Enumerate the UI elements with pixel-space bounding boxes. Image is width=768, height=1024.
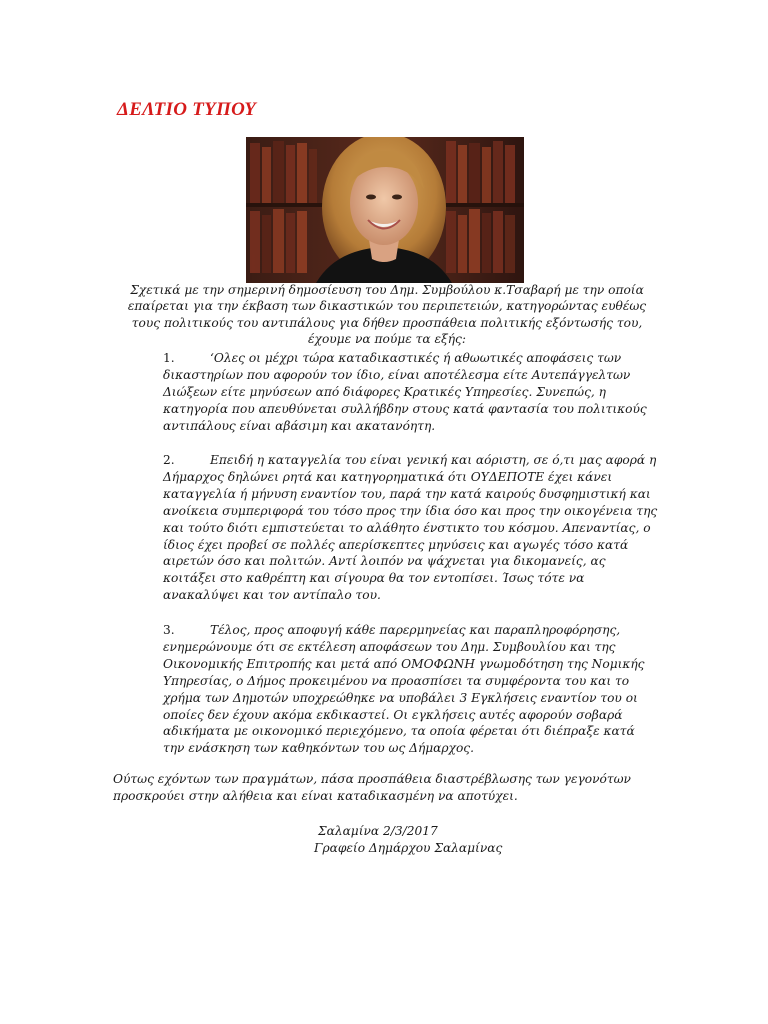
list-item-text: Επειδή η καταγγελία του είναι γενική και αόριστη, σε ό,τι μας αφορά η Δήμαρχος δηλώνει ρητά και κατηγορηματικά ότι ΟΥΔΕΠΟΤΕ έχει κάνει καταγγελία ή μήνυση εναντίον του, παρά την κατά καιρούς δυσφημιστική και ανοίκεια συμπεριφορά του τόσο προς την ίδια όσο και προς την οικογένεια της και τούτο διότι εμπιστεύεται το αλάθητο ένστικτο του κόσμου. Απεναντίας, ο ίδιος έχει προβεί σε πολλές απερίσκεπτες μηνύσεις και αγωγές τόσο κατά αιρετών όσο και πολιτών. Αντί λοιπόν να ψάχνεται για δικομανείς, ας κοιτάξει στο καθρέπτη και σίγουρα θα τον εντοπίσει. Ίσως τότε να ανακαλύψει και τον αντίπαλο του. bbox=[163, 453, 658, 603]
closing-paragraph: Ούτως εχόντων των πραγμάτων, πάσα προσπάθεια διαστρέβλωσης των γεγονότων προσκρούει στην αλήθεια και είναι καταδικασμένη να αποτύχει. bbox=[113, 772, 631, 803]
list-item-number: 1. bbox=[163, 351, 175, 365]
intro-paragraph: Σχετικά με την σημερινή δημοσίευση του Δημ. Συμβούλου κ.Τσαβαρή με την οποία επαίρεται για την έκβαση των δικαστικών του περιπετειών, κατηγορώντας ευθέως τους πολιτικούς του αντιπάλους για δήθεν προσπάθεια πολιτικής εξόντωσής του, έχουμε να πούμε τα εξής: bbox=[127, 283, 647, 346]
list-item-number: 2. bbox=[163, 453, 175, 467]
signature-office: Γραφείο Δημάρχου Σαλαμίνας bbox=[314, 841, 503, 855]
list-item-number: 3. bbox=[163, 623, 175, 637]
list-item-text: ‘Ολες οι μέχρι τώρα καταδικαστικές ή αθωωτικές αποφάσεις των δικαστηρίων που αφορούν τον ίδιο, είναι αποτέλεσμα είτε Αυτεπάγγελτων Διώξεων είτε μηνύσεων από διάφορες Κρατικές Υπηρεσίες. Συνεπώς, η κατηγορία που απευθύνεται συλλήβδην στους κατά φαντασία του πολιτικούς αντιπάλους είναι αβάσιμη και ακατανόητη. bbox=[163, 351, 647, 433]
list-item bbox=[163, 452, 660, 604]
signature-date: Σαλαμίνα 2/3/2017 bbox=[318, 824, 438, 838]
list-item bbox=[163, 622, 660, 757]
portrait-photo-icon bbox=[246, 137, 524, 283]
page-title: ΔΕΛΤΙΟ ΤΥΠΟΥ bbox=[117, 99, 257, 120]
list-item bbox=[163, 350, 660, 435]
list-item-text: Τέλος, προς αποφυγή κάθε παρερμηνείας και παραπληροφόρησης, ενημερώνουμε ότι σε εκτέλεση αποφάσεων του Δημ. Συμβουλίου και της Οικονομικής Επιτροπής και μετά από ΟΜΟΦΩΝΗ γνωμοδότηση της Νομικής Υπηρεσίας, ο Δήμος προκειμένου να προασπίσει τα συμφέροντα του και το χρήμα των Δημοτών υποχρεώθηκε να υποβάλει 3 Εγκλήσεις εναντίον του οι οποίες δεν έχουν ακόμα εκδικαστεί. Οι εγκλήσεις αυτές αφορούν σοβαρά αδικήματα με οικονομικό περιεχόμενο, τα οποία φέρεται ότι διέπραξε κατά την ενάσκηση των καθηκόντων του ως Δήμαρχος. bbox=[163, 623, 645, 756]
